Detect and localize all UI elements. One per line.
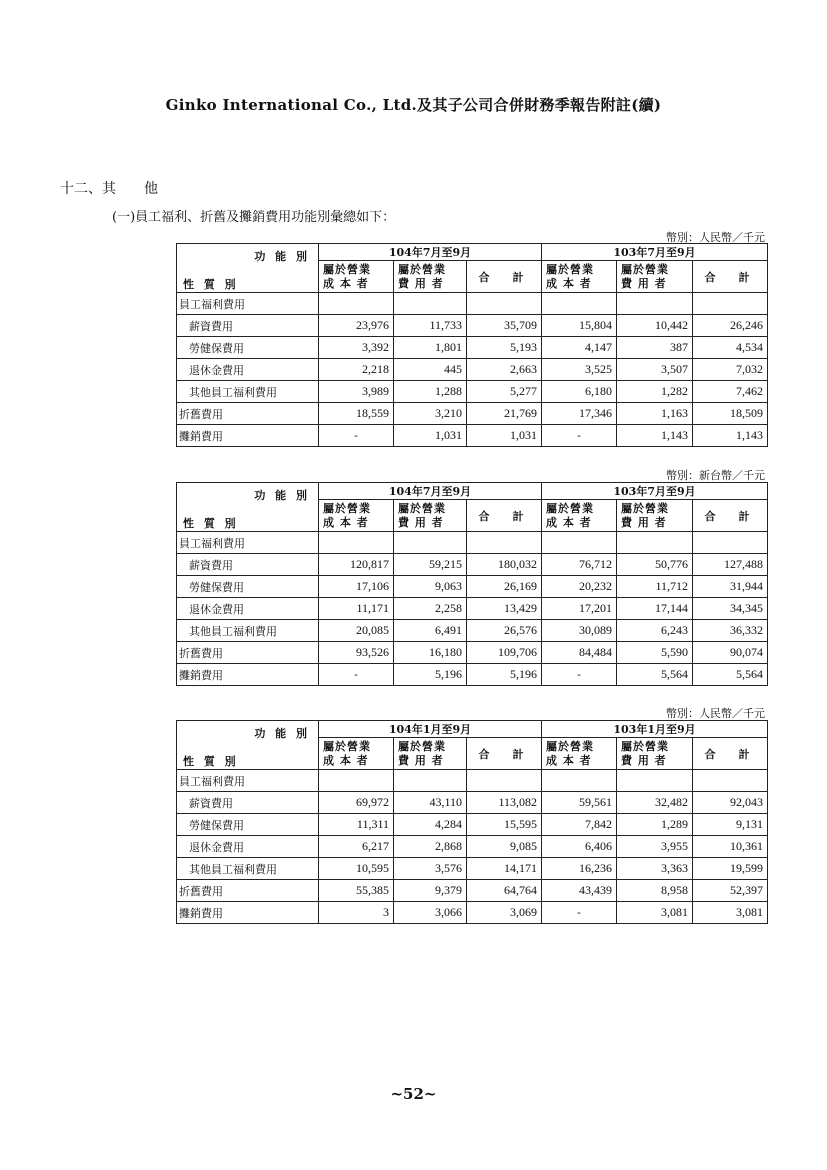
value-cell: 11,171: [319, 598, 394, 620]
value-cell: 2,868: [394, 836, 467, 858]
header-row: [177, 244, 768, 261]
value-cell: 3,576: [394, 858, 467, 880]
row-label: 攤銷費用: [177, 425, 319, 447]
value-cell: 11,733: [394, 315, 467, 337]
row-label: 其他員工福利費用: [177, 620, 319, 642]
column-header-cost: 屬於營業 成 本 者: [542, 738, 617, 770]
subsection-heading: (一)員工福利、折舊及攤銷費用功能別彙總如下：: [112, 210, 396, 225]
header-corner: [177, 244, 319, 293]
column-header-total: 合 計: [467, 738, 542, 770]
row-label: 勞健保費用: [177, 337, 319, 359]
value-cell: 76,712: [542, 554, 617, 576]
empty-cell: [394, 532, 467, 554]
value-cell: 17,346: [542, 403, 617, 425]
table-row: [177, 620, 768, 642]
value-cell: 3,525: [542, 359, 617, 381]
value-cell: 3,507: [617, 359, 693, 381]
value-cell: 3: [319, 902, 394, 924]
row-label: 其他員工福利費用: [177, 858, 319, 880]
table-row: [177, 858, 768, 880]
row-label: 薪資費用: [177, 315, 319, 337]
empty-cell: [319, 293, 394, 315]
value-cell: 5,564: [617, 664, 693, 686]
period-header: 104年7月至9月: [319, 483, 542, 500]
value-cell: 10,595: [319, 858, 394, 880]
value-cell: 5,564: [693, 664, 768, 686]
value-cell: -: [319, 425, 394, 447]
value-cell: 10,442: [617, 315, 693, 337]
table-row: [177, 642, 768, 664]
value-cell: 26,169: [467, 576, 542, 598]
value-cell: 17,106: [319, 576, 394, 598]
value-cell: 69,972: [319, 792, 394, 814]
value-cell: 9,379: [394, 880, 467, 902]
column-header-cost: 屬於營業 成 本 者: [542, 500, 617, 532]
table-row: [177, 902, 768, 924]
value-cell: 1,282: [617, 381, 693, 403]
group-label: 員工福利費用: [177, 293, 319, 315]
value-cell: 15,595: [467, 814, 542, 836]
value-cell: 43,439: [542, 880, 617, 902]
row-label: 退休金費用: [177, 836, 319, 858]
value-cell: 3,210: [394, 403, 467, 425]
value-cell: 93,526: [319, 642, 394, 664]
value-cell: 35,709: [467, 315, 542, 337]
header-row: [177, 721, 768, 738]
value-cell: 109,706: [467, 642, 542, 664]
empty-cell: [394, 293, 467, 315]
nature-label: 性 質 別: [183, 755, 239, 768]
value-cell: 5,590: [617, 642, 693, 664]
row-label: 攤銷費用: [177, 902, 319, 924]
value-cell: 9,085: [467, 836, 542, 858]
value-cell: 6,406: [542, 836, 617, 858]
empty-cell: [467, 770, 542, 792]
column-header-expense: 屬於營業 費 用 者: [617, 261, 693, 293]
value-cell: 18,559: [319, 403, 394, 425]
table-row: [177, 664, 768, 686]
empty-cell: [394, 770, 467, 792]
currency-note: 幣別：人民幣／千元: [666, 231, 765, 244]
table-row: [177, 425, 768, 447]
column-header-expense: 屬於營業 費 用 者: [394, 500, 467, 532]
row-label: 折舊費用: [177, 403, 319, 425]
header-corner: [177, 483, 319, 532]
column-header-cost: 屬於營業 成 本 者: [319, 500, 394, 532]
value-cell: 84,484: [542, 642, 617, 664]
period-header: 104年7月至9月: [319, 244, 542, 261]
nature-label: 性 質 別: [183, 278, 239, 291]
expense-table: [176, 243, 768, 447]
table-row: [177, 403, 768, 425]
page-number: ~52~: [390, 1085, 437, 1103]
value-cell: 26,246: [693, 315, 768, 337]
value-cell: 90,074: [693, 642, 768, 664]
value-cell: 1,031: [467, 425, 542, 447]
empty-cell: [693, 532, 768, 554]
column-header-expense: 屬於營業 費 用 者: [617, 738, 693, 770]
table-row: [177, 836, 768, 858]
row-label: 退休金費用: [177, 359, 319, 381]
value-cell: 2,218: [319, 359, 394, 381]
group-row: [177, 532, 768, 554]
expense-table: [176, 720, 768, 924]
column-header-total: 合 計: [467, 500, 542, 532]
value-cell: 6,491: [394, 620, 467, 642]
value-cell: 13,429: [467, 598, 542, 620]
value-cell: 92,043: [693, 792, 768, 814]
period-header: 103年1月至9月: [542, 721, 768, 738]
value-cell: 1,163: [617, 403, 693, 425]
value-cell: 120,817: [319, 554, 394, 576]
row-label: 折舊費用: [177, 880, 319, 902]
value-cell: 15,804: [542, 315, 617, 337]
column-header-expense: 屬於營業 費 用 者: [617, 500, 693, 532]
value-cell: 64,764: [467, 880, 542, 902]
value-cell: 1,801: [394, 337, 467, 359]
value-cell: 16,180: [394, 642, 467, 664]
header-row: [177, 483, 768, 500]
value-cell: 21,769: [467, 403, 542, 425]
column-header-cost: 屬於營業 成 本 者: [319, 261, 394, 293]
value-cell: 3,081: [693, 902, 768, 924]
value-cell: 3,989: [319, 381, 394, 403]
table-row: [177, 576, 768, 598]
period-header: 103年7月至9月: [542, 244, 768, 261]
column-header-expense: 屬於營業 費 用 者: [394, 738, 467, 770]
table-row: [177, 554, 768, 576]
value-cell: 2,663: [467, 359, 542, 381]
row-label: 薪資費用: [177, 554, 319, 576]
function-label: 功 能 別: [254, 489, 310, 502]
empty-cell: [617, 532, 693, 554]
empty-cell: [467, 532, 542, 554]
value-cell: 127,488: [693, 554, 768, 576]
value-cell: 445: [394, 359, 467, 381]
value-cell: 8,958: [617, 880, 693, 902]
value-cell: 43,110: [394, 792, 467, 814]
value-cell: 9,063: [394, 576, 467, 598]
row-label: 攤銷費用: [177, 664, 319, 686]
row-label: 勞健保費用: [177, 814, 319, 836]
value-cell: 18,509: [693, 403, 768, 425]
empty-cell: [319, 532, 394, 554]
column-header-total: 合 計: [693, 261, 768, 293]
value-cell: 6,180: [542, 381, 617, 403]
value-cell: 5,196: [394, 664, 467, 686]
value-cell: 4,284: [394, 814, 467, 836]
value-cell: 32,482: [617, 792, 693, 814]
value-cell: 17,201: [542, 598, 617, 620]
function-label: 功 能 別: [254, 727, 310, 740]
value-cell: 16,236: [542, 858, 617, 880]
header-corner: [177, 721, 319, 770]
row-label: 其他員工福利費用: [177, 381, 319, 403]
function-label: 功 能 別: [254, 250, 310, 263]
row-label: 薪資費用: [177, 792, 319, 814]
value-cell: 59,215: [394, 554, 467, 576]
value-cell: 26,576: [467, 620, 542, 642]
column-header-cost: 屬於營業 成 本 者: [542, 261, 617, 293]
table-row: [177, 880, 768, 902]
empty-cell: [617, 293, 693, 315]
period-header: 104年1月至9月: [319, 721, 542, 738]
value-cell: 23,976: [319, 315, 394, 337]
table-row: [177, 359, 768, 381]
value-cell: 7,842: [542, 814, 617, 836]
value-cell: 3,955: [617, 836, 693, 858]
value-cell: 17,144: [617, 598, 693, 620]
value-cell: 6,243: [617, 620, 693, 642]
empty-cell: [617, 770, 693, 792]
value-cell: -: [319, 664, 394, 686]
value-cell: 4,534: [693, 337, 768, 359]
value-cell: 7,462: [693, 381, 768, 403]
empty-cell: [542, 770, 617, 792]
value-cell: 3,081: [617, 902, 693, 924]
value-cell: 19,599: [693, 858, 768, 880]
value-cell: 30,089: [542, 620, 617, 642]
column-header-total: 合 計: [467, 261, 542, 293]
value-cell: 3,066: [394, 902, 467, 924]
table-row: [177, 792, 768, 814]
column-header-cost: 屬於營業 成 本 者: [319, 738, 394, 770]
empty-cell: [542, 532, 617, 554]
value-cell: 20,085: [319, 620, 394, 642]
value-cell: 1,288: [394, 381, 467, 403]
value-cell: 1,143: [693, 425, 768, 447]
value-cell: 113,082: [467, 792, 542, 814]
empty-cell: [542, 293, 617, 315]
empty-cell: [693, 293, 768, 315]
value-cell: 3,363: [617, 858, 693, 880]
row-label: 折舊費用: [177, 642, 319, 664]
section-heading: 十二、其 他: [60, 181, 158, 197]
table-row: [177, 381, 768, 403]
table-row: [177, 598, 768, 620]
value-cell: 52,397: [693, 880, 768, 902]
value-cell: 31,944: [693, 576, 768, 598]
value-cell: 1,289: [617, 814, 693, 836]
value-cell: 1,031: [394, 425, 467, 447]
row-label: 勞健保費用: [177, 576, 319, 598]
value-cell: 36,332: [693, 620, 768, 642]
empty-cell: [467, 293, 542, 315]
column-header-total: 合 計: [693, 500, 768, 532]
empty-cell: [693, 770, 768, 792]
expense-table: [176, 482, 768, 686]
value-cell: 180,032: [467, 554, 542, 576]
value-cell: -: [542, 425, 617, 447]
value-cell: -: [542, 664, 617, 686]
value-cell: 6,217: [319, 836, 394, 858]
value-cell: 4,147: [542, 337, 617, 359]
period-header: 103年7月至9月: [542, 483, 768, 500]
currency-note: 幣別：人民幣／千元: [666, 707, 765, 720]
value-cell: 5,193: [467, 337, 542, 359]
value-cell: 1,143: [617, 425, 693, 447]
value-cell: 2,258: [394, 598, 467, 620]
row-label: 退休金費用: [177, 598, 319, 620]
value-cell: 34,345: [693, 598, 768, 620]
value-cell: 55,385: [319, 880, 394, 902]
empty-cell: [319, 770, 394, 792]
value-cell: 9,131: [693, 814, 768, 836]
table-row: [177, 814, 768, 836]
column-header-total: 合 計: [693, 738, 768, 770]
value-cell: 5,196: [467, 664, 542, 686]
value-cell: 11,712: [617, 576, 693, 598]
value-cell: 3,392: [319, 337, 394, 359]
value-cell: 20,232: [542, 576, 617, 598]
group-label: 員工福利費用: [177, 770, 319, 792]
value-cell: 59,561: [542, 792, 617, 814]
table-row: [177, 315, 768, 337]
value-cell: 7,032: [693, 359, 768, 381]
value-cell: 3,069: [467, 902, 542, 924]
group-row: [177, 770, 768, 792]
group-label: 員工福利費用: [177, 532, 319, 554]
group-row: [177, 293, 768, 315]
value-cell: 11,311: [319, 814, 394, 836]
value-cell: -: [542, 902, 617, 924]
value-cell: 387: [617, 337, 693, 359]
column-header-expense: 屬於營業 費 用 者: [394, 261, 467, 293]
table-row: [177, 337, 768, 359]
value-cell: 5,277: [467, 381, 542, 403]
document-title: Ginko International Co., Ltd.及其子公司合併財務季報告附註(續): [165, 96, 662, 114]
currency-note: 幣別：新台幣／千元: [666, 469, 765, 482]
value-cell: 14,171: [467, 858, 542, 880]
value-cell: 10,361: [693, 836, 768, 858]
nature-label: 性 質 別: [183, 517, 239, 530]
value-cell: 50,776: [617, 554, 693, 576]
